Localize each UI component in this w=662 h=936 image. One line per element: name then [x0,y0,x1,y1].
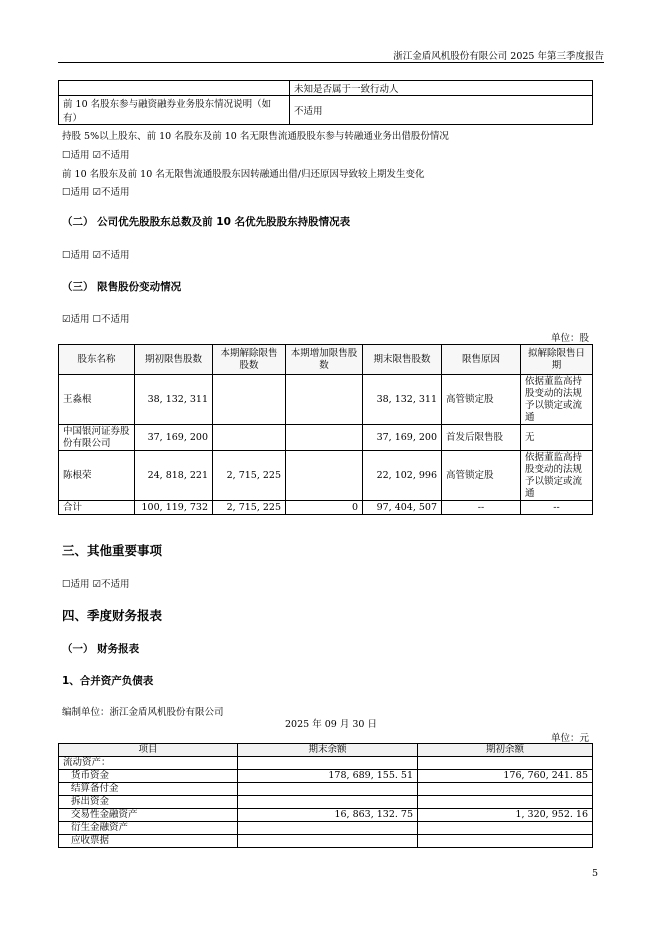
col-header: 拟解除限售日期 [521,345,593,375]
cell-number: 100, 119, 732 [135,501,213,515]
table-row [59,375,593,425]
cell-number [286,451,363,501]
cell-number [238,783,418,796]
col-header: 本期解除限售股数 [213,345,286,375]
cell-number [418,796,593,809]
table-row-total [59,501,593,515]
cell-number: 16, 863, 132. 75 [238,809,418,822]
balance-unit: 单位：元 [550,733,589,744]
cell-number [213,375,286,425]
cell-number: 37, 169, 200 [363,425,442,451]
cell-item: 应收票据 [59,835,238,848]
cell-number [418,757,593,770]
cell-release: 依据董监高持股变动的法规予以锁定或流通 [521,375,593,425]
cell-number [213,425,286,451]
cell-number: 0 [286,501,363,515]
cell-number [418,835,593,848]
cell-concert-note: 未知是否属于一致行动人 [290,81,593,96]
col-header: 限售原因 [442,345,521,375]
shareholder-note-table [58,80,593,125]
col-header: 期初限售股数 [135,345,213,375]
part3-title: 三、其他重要事项 [62,543,163,558]
cell-reason: -- [442,501,521,515]
section-preferred-title: （二） 公司优先股股东总数及前 10 名优先股股东持股情况表 [62,216,351,228]
cell-number: 1, 320, 952. 16 [418,809,593,822]
note-change: 前 10 名股东及前 10 名无限售流通股股东因转融通出借/归还原因导致较上期发生变化 [62,169,425,180]
table-row [59,835,593,848]
cell-item: 货币资金 [59,770,238,783]
col-header: 期初余额 [418,744,593,757]
table-row [59,809,593,822]
cell-number: 176, 760, 241. 85 [418,770,593,783]
cell-number: 97, 404, 507 [363,501,442,515]
cell-number [286,375,363,425]
cell-item: 结算备付金 [59,783,238,796]
restricted-shares-table [58,344,593,515]
header-divider [58,62,604,63]
balance-sheet-title: 1、合并资产负债表 [62,675,154,687]
balance-sheet-table [58,743,593,848]
cell-number: 22, 102, 996 [363,451,442,501]
cell-reason: 高管锁定股 [442,451,521,501]
col-header: 期末余额 [238,744,418,757]
balance-date: 2025 年 09 月 30 日 [285,719,377,730]
part4-title: 四、季度财务报表 [62,608,163,623]
page-number: 5 [591,868,598,879]
cell-number [286,425,363,451]
cell-holder: 合计 [59,501,135,515]
table-row [59,783,593,796]
balance-org: 编制单位：浙江金盾风机股份有限公司 [62,707,224,718]
cell-holder: 中国银河证券股份有限公司 [59,425,135,451]
note-lending-choice: ☐适用 ☑不适用 [62,150,130,161]
subsection-title: （一） 财务报表 [62,643,140,655]
section-restricted-title: （三） 限售股份变动情况 [62,281,182,293]
cell-number [238,822,418,835]
cell-number [238,835,418,848]
col-header: 股东名称 [59,345,135,375]
cell-number [238,757,418,770]
cell-number: 24, 818, 221 [135,451,213,501]
table-row [59,796,593,809]
cell-number: 178, 689, 155. 51 [238,770,418,783]
cell-item: 流动资产： [59,757,238,770]
table-row [59,451,593,501]
note-change-choice: ☐适用 ☑不适用 [62,187,130,198]
col-header: 项目 [59,744,238,757]
col-header: 期末限售股数 [363,345,442,375]
table-row [59,425,593,451]
cell-release: 无 [521,425,593,451]
section-restricted-choice: ☑适用 ☐不适用 [62,314,130,325]
page-header: 浙江金盾风机股份有限公司 2025 年第三季度报告 [393,51,604,62]
cell-item: 交易性金融资产 [59,809,238,822]
restricted-unit: 单位：股 [550,333,589,344]
cell-margin-value: 不适用 [290,96,593,125]
table-row [59,822,593,835]
cell-release: 依据董监高持股变动的法规予以锁定或流通 [521,451,593,501]
cell-number [418,822,593,835]
cell-release: -- [521,501,593,515]
cell-number [418,783,593,796]
cell-number: 2, 715, 225 [213,501,286,515]
cell-number [238,796,418,809]
table-row [59,757,593,770]
cell-item: 衍生金融资产 [59,822,238,835]
cell-empty [59,81,290,96]
cell-number: 38, 132, 311 [135,375,213,425]
part3-choice: ☐适用 ☑不适用 [62,579,130,590]
cell-reason: 首发后限售股 [442,425,521,451]
section-preferred-choice: ☐适用 ☑不适用 [62,250,130,261]
table-row [59,770,593,783]
col-header: 本期增加限售股数 [286,345,363,375]
cell-number: 2, 715, 225 [213,451,286,501]
cell-reason: 高管锁定股 [442,375,521,425]
cell-holder: 王淼根 [59,375,135,425]
cell-item: 拆出资金 [59,796,238,809]
cell-holder: 陈根荣 [59,451,135,501]
cell-number: 38, 132, 311 [363,375,442,425]
note-lending: 持股 5%以上股东、前 10 名股东及前 10 名无限售流通股股东参与转融通业务出借股份情况 [62,131,449,142]
cell-margin-label: 前 10 名股东参与融资融券业务股东情况说明（如有） [59,96,290,125]
cell-number: 37, 169, 200 [135,425,213,451]
